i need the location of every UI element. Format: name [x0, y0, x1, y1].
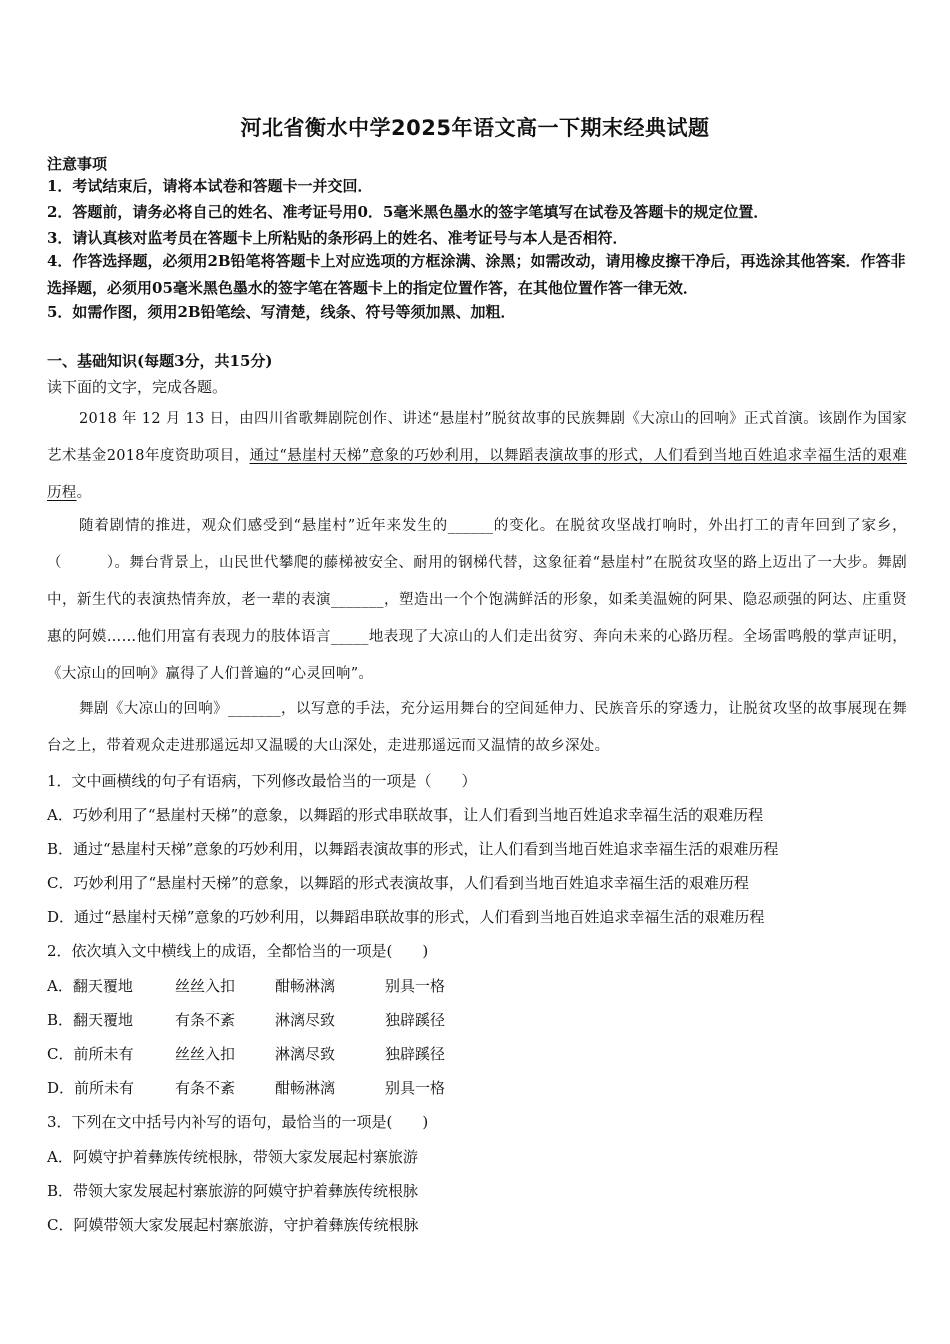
paragraph-text: 2018 年 12 月 13 日，由四川省歌舞剧院创作、讲述“悬崖村”脱贫故事的民族舞剧《大凉山的回响》正式首演。该剧作为国家艺术基金2018年度资助项目，: [47, 411, 907, 464]
question-3-option-b[interactable]: B．带领大家发展起村寨旅游的阿嫫守护着彝族传统根脉: [47, 1182, 419, 1200]
option-cell: 有条不紊: [175, 1011, 236, 1029]
paragraph-text: 。: [76, 485, 92, 501]
question-3-stem: 3．下列在文中括号内补写的语句，最恰当的一项是( ): [47, 1113, 429, 1131]
option-cell: 淋漓尽致: [275, 1011, 336, 1029]
question-1-option-c[interactable]: C．巧妙利用了“悬崖村天梯”的意象，以舞蹈的形式表演故事，人们看到当地百姓追求幸福生活的艰难历程: [47, 874, 749, 892]
question-2-option-a[interactable]: [47, 975, 445, 996]
question-1-option-d[interactable]: D．通过“悬崖村天梯”意象的巧妙利用，以舞蹈串联故事的形式，人们看到当地百姓追求幸福生活的艰难历程: [47, 908, 765, 926]
option-cell: 丝丝入扣: [175, 977, 236, 995]
question-2-option-d[interactable]: [47, 1077, 445, 1098]
note-item: 4．作答选择题，必须用2B铅笔将答题卡上对应选项的方框涂满、涂黑；如需改动，请用橡皮擦干净后，再选涂其他答案．作答非选择题，必须用05毫米黑色墨水的签字笔在答题卡上的指定位置作答，在其他位置作答一律无效．: [47, 252, 906, 297]
question-2-option-c[interactable]: [47, 1043, 445, 1064]
option-cell: 别具一格: [385, 977, 446, 995]
underlined-sentence: 通过“悬崖村天梯”意象的巧妙利用，以舞蹈表演故事的形式，人们看到当地百姓追求幸福生活的艰难历程: [47, 448, 907, 501]
question-2-stem: 2．依次填入文中横线上的成语，全都恰当的一项是( ): [47, 942, 429, 960]
option-cell: 淋漓尽致: [275, 1045, 336, 1063]
option-cell: 丝丝入扣: [175, 1045, 236, 1063]
note-item: 3．请认真核对监考员在答题卡上所粘贴的条形码上的姓名、准考证号与本人是否相符．: [47, 229, 628, 247]
notes-heading: 注意事项: [47, 155, 108, 173]
option-cell: 独辟蹊径: [385, 1011, 446, 1029]
reading-instruction: 读下面的文字，完成各题。: [47, 378, 228, 396]
page-title: 河北省衡水中学2025年语文高一下期末经典试题: [240, 116, 710, 140]
question-1-option-b[interactable]: B．通过“悬崖村天梯”意象的巧妙利用，以舞蹈表演故事的形式，让人们看到当地百姓追求幸福生活的艰难历程: [47, 840, 779, 858]
question-1-stem: 1．文中画横线的句子有语病，下列修改最恰当的一项是（ ）: [47, 772, 477, 790]
option-cell: 独辟蹊径: [385, 1045, 446, 1063]
option-cell: 酣畅淋漓: [275, 977, 336, 995]
section-heading: 一、基础知识(每题3分，共15分): [47, 352, 273, 370]
passage-paragraph-3: 舞剧《大凉山的回响》_______，以写意的手法，充分运用舞台的空间延伸力、民族音乐的穿透力，让脱贫攻坚的故事展现在舞台之上，带着观众走进那遥远却又温暖的大山深处，走进那遥远而又温情的故乡深处。: [47, 701, 907, 754]
passage-paragraph-1: [47, 401, 907, 512]
note-item: 5．如需作图，须用2B铅笔绘、写清楚，线条、符号等须加黑、加粗．: [47, 303, 516, 321]
note-item: 2．答题前，请务必将自己的姓名、准考证号用0．5毫米黑色墨水的签字笔填写在试卷及答题卡的规定位置．: [47, 203, 769, 221]
passage-paragraph-2: 随着剧情的推进，观众们感受到“悬崖村”近年来发生的______的变化。在脱贫攻坚战打响时，外出打工的青年回到了家乡，（ ）。舞台背景上，山民世代攀爬的藤梯被安全、耐用的钢梯代替，这象征着“悬崖村”在脱贫攻坚的路上迈出了一大步。舞剧中，新生代的表演热情奔放，老一辈的表演_______，塑造出一个个饱满鲜活的形象，如柔美温婉的阿果、隐忍顽强的阿达、庄重贤惠的阿嫫……他们用富有表现力的肢体语言_____地表现了大凉山的人们走出贫穷、奔向未来的心路历程。全场雷鸣般的掌声证明，《大凉山的回响》赢得了人们普遍的“心灵回响”。: [47, 518, 907, 682]
option-cell: 别具一格: [385, 1079, 446, 1097]
option-cell: 有条不紊: [175, 1079, 236, 1097]
question-1-option-a[interactable]: A．巧妙利用了“悬崖村天梯”的意象，以舞蹈的形式串联故事，让人们看到当地百姓追求幸福生活的艰难历程: [47, 806, 764, 824]
option-cell: B．翻天覆地: [47, 1011, 134, 1029]
question-2-option-b[interactable]: [47, 1009, 445, 1030]
option-cell: D．前所未有: [47, 1079, 135, 1097]
question-3-option-c[interactable]: C．阿嫫带领大家发展起村寨旅游，守护着彝族传统根脉: [47, 1216, 419, 1234]
note-item: 1．考试结束后，请将本试卷和答题卡一并交回．: [47, 177, 373, 195]
question-3-option-a[interactable]: A．阿嫫守护着彝族传统根脉，带领大家发展起村寨旅游: [47, 1148, 418, 1166]
option-cell: A．翻天覆地: [47, 977, 133, 995]
option-cell: C．前所未有: [47, 1045, 134, 1063]
option-cell: 酣畅淋漓: [275, 1079, 336, 1097]
